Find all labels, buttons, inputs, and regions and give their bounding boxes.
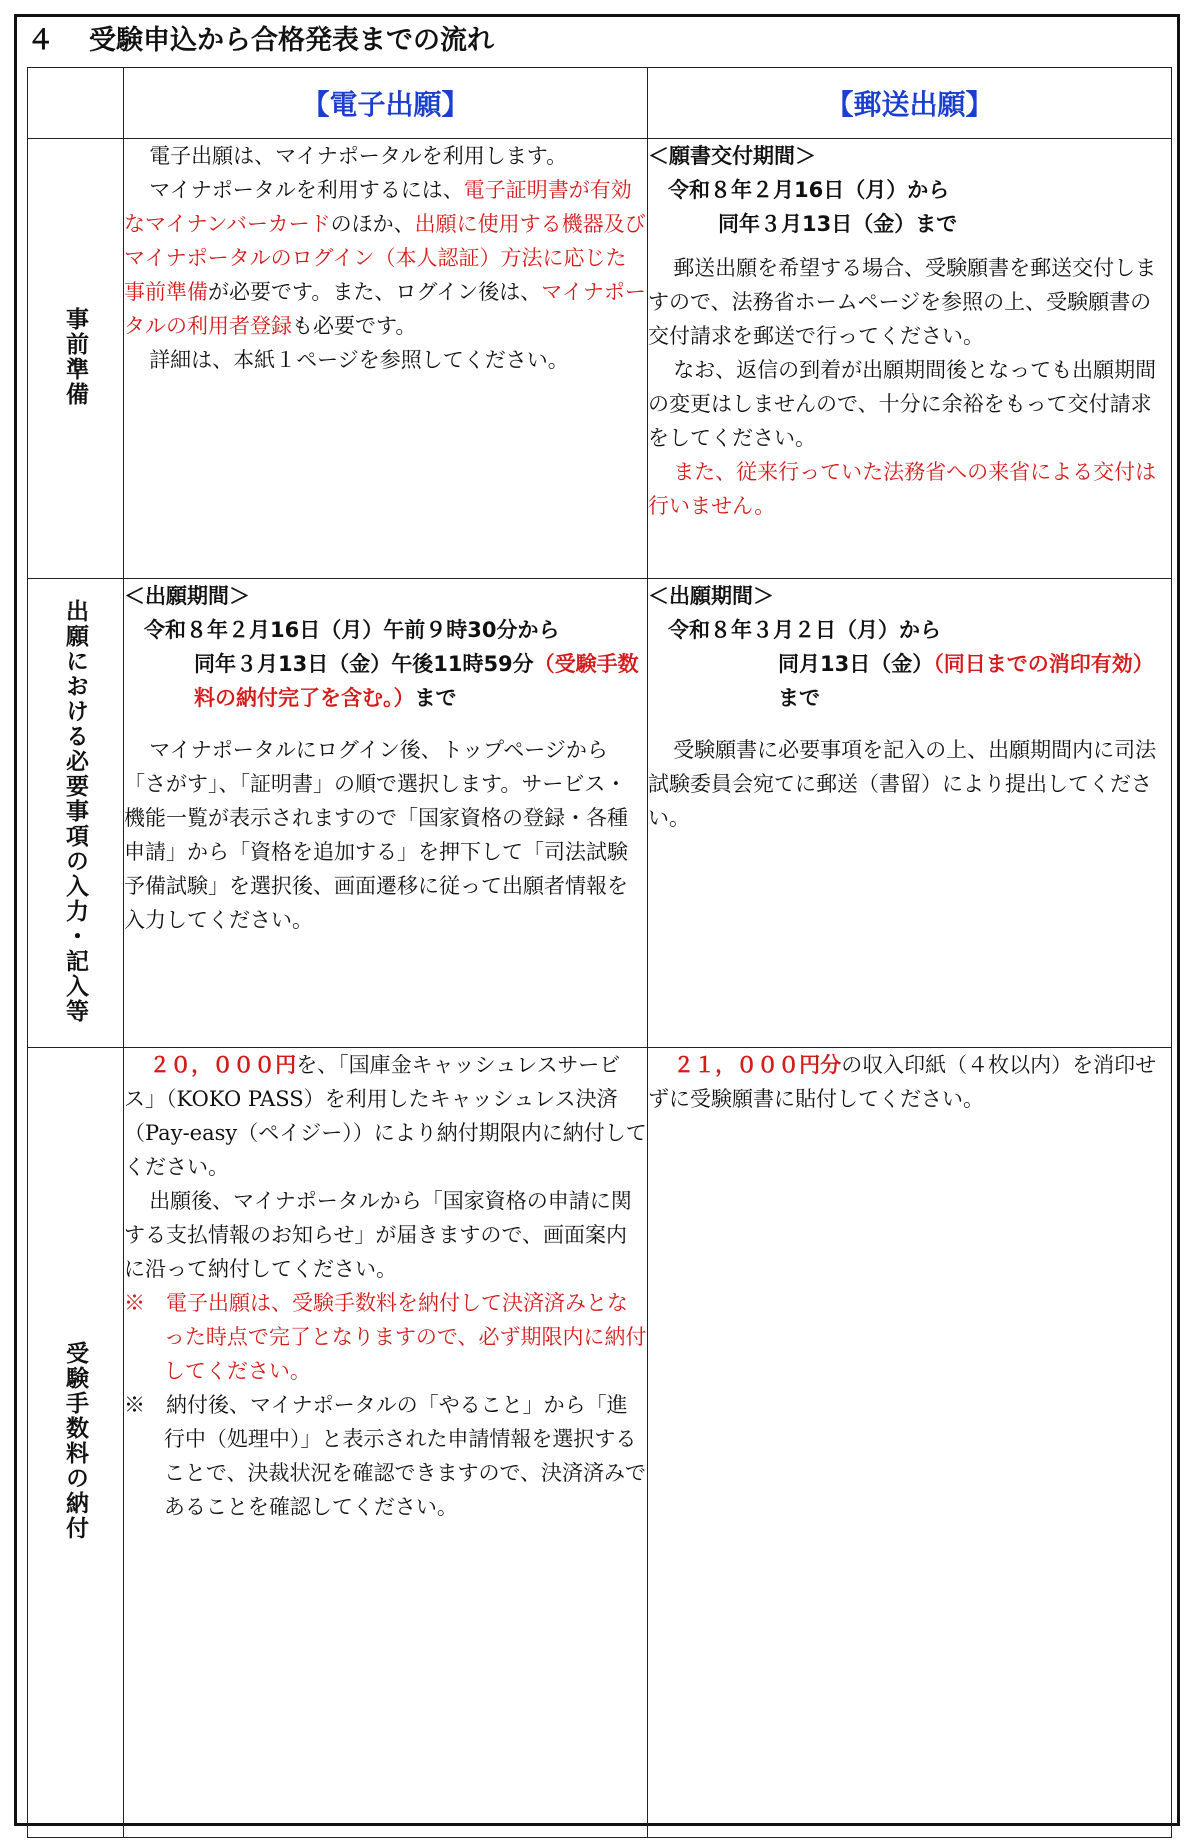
text-run: が必要です。また、ログイン後は、 <box>208 280 542 304</box>
row-label-text: 受験手数料の納付 <box>62 1340 88 1541</box>
text-paragraph <box>124 1048 647 1184</box>
text-run: まで <box>414 686 457 710</box>
emphasis-text: マイナポータルの利用者登録 <box>124 280 646 338</box>
row-preparation <box>28 139 1172 579</box>
row-label-application <box>28 579 124 1048</box>
application-electronic-cell <box>124 579 648 1048</box>
text-run: の収入印紙（４枚以内）を消印せずに受験願書に貼付してください。 <box>648 1053 1157 1111</box>
section-number: ４ <box>27 25 54 56</box>
text-paragraph: 電子出願は、マイナポータルを利用します。 <box>149 144 568 168</box>
text-paragraph: 受験願書に必要事項を記入の上、出願期間内に司法試験委員会宛てに郵送（書留）により提出してください。 <box>648 738 1157 830</box>
period-start: 令和８年３月２日（月）から <box>668 618 941 642</box>
text-paragraph: 詳細は、本紙１ページを参照してください。 <box>149 348 569 372</box>
period-end <box>648 647 1171 715</box>
fee-amount: ２０，０００円 <box>149 1053 297 1077</box>
emphasis-text: （同日までの消印有効） <box>933 652 1154 676</box>
text-run: も必要です。 <box>292 314 417 338</box>
text-paragraph <box>124 173 647 343</box>
flow-table <box>27 67 1172 1838</box>
text-paragraph: 郵送出願を希望する場合、受験願書を郵送交付しますので、法務省ホームページを参照の上、受験願書の交付請求を郵送で行ってください。 <box>648 256 1157 348</box>
section-heading <box>27 21 494 61</box>
row-fee <box>28 1048 1172 1838</box>
emphasis-text: （受験手数料の納付完了を含む。） <box>194 652 639 710</box>
text-paragraph: マイナポータルにログイン後、トップページから「さがす」、「証明書」の順で選択します。サービス・機能一覧が表示されますので「国家資格の登録・各種申請」から「資格を追加する」を押下して「司法試験予備試験」を選択後、画面遷移に従って出願者情報を入力してください。 <box>124 738 628 932</box>
section-title: 受験申込から合格発表までの流れ <box>89 25 494 56</box>
text-paragraph: なお、返信の到着が出願期間後となっても出願期間の変更はしませんので、十分に余裕をもって交付請求をしてください。 <box>648 358 1157 450</box>
column-header-electronic: 【電子出願】 <box>124 68 648 139</box>
emphasis-text: 出願に使用する機器及びマイナポータルのログイン（本人認証）方法に応じた事前準備 <box>124 212 646 304</box>
info-note: ※ 納付後、マイナポータルの「やること」から「進行中（処理中）」と表示された申請情報を選択することで、決裁状況を確認できますので、決済済みであることを確認してください。 <box>124 1393 647 1519</box>
document-frame <box>14 14 1180 1826</box>
row-label-text: 出願における必要事項の入力・記入等 <box>62 598 88 1024</box>
period-end: 同年３月13日（金）まで <box>718 212 958 236</box>
period-heading: ＜願書交付期間＞ <box>648 144 816 168</box>
row-label-text: 事前準備 <box>62 306 88 407</box>
row-label-preparation <box>28 139 124 579</box>
warning-note: ※ 電子出願は、受験手数料を納付して決済済みとなった時点で完了となりますので、必ず期限内に納付してください。 <box>124 1291 647 1383</box>
period-end <box>124 647 647 715</box>
row-label-fee <box>28 1048 124 1838</box>
preparation-postal-cell <box>648 139 1172 579</box>
application-postal-cell <box>648 579 1172 1048</box>
fee-electronic-cell <box>124 1048 648 1838</box>
text-run: 同月13日（金） <box>778 652 934 676</box>
period-start: 令和８年２月16日（月）午前９時30分から <box>144 618 560 642</box>
text-paragraph: 出願後、マイナポータルから「国家資格の申請に関する支払情報のお知らせ」が届きますので、画面案内に沿って納付してください。 <box>124 1189 632 1281</box>
period-start: 令和８年２月16日（月）から <box>668 178 950 202</box>
text-run: を、「国庫金キャッシュレスサービス」（KOKO PASS）を利用したキャッシュレス決済（Pay-easy（ペイジー））により納付期限内に納付してください。 <box>124 1053 647 1179</box>
preparation-electronic-cell <box>124 139 648 579</box>
corner-cell <box>28 68 124 139</box>
text-paragraph <box>648 1048 1171 1116</box>
column-header-postal: 【郵送出願】 <box>648 68 1172 139</box>
period-heading: ＜出願期間＞ <box>124 584 250 608</box>
row-application <box>28 579 1172 1048</box>
fee-postal-cell <box>648 1048 1172 1838</box>
emphasis-text: 電子証明書が有効なマイナンバーカード <box>124 178 632 236</box>
text-run: 同年３月13日（金）午後11時59分 <box>194 652 534 676</box>
emphasis-paragraph: また、従来行っていた法務省への来省による交付は行いません。 <box>648 460 1157 518</box>
period-heading: ＜出願期間＞ <box>648 584 774 608</box>
text-run: まで <box>778 686 820 710</box>
fee-amount: ２１，０００円分 <box>673 1053 842 1077</box>
header-row <box>28 68 1172 139</box>
text-run: マイナポータルを利用するには、 <box>149 178 464 202</box>
text-run: のほか、 <box>330 212 415 236</box>
